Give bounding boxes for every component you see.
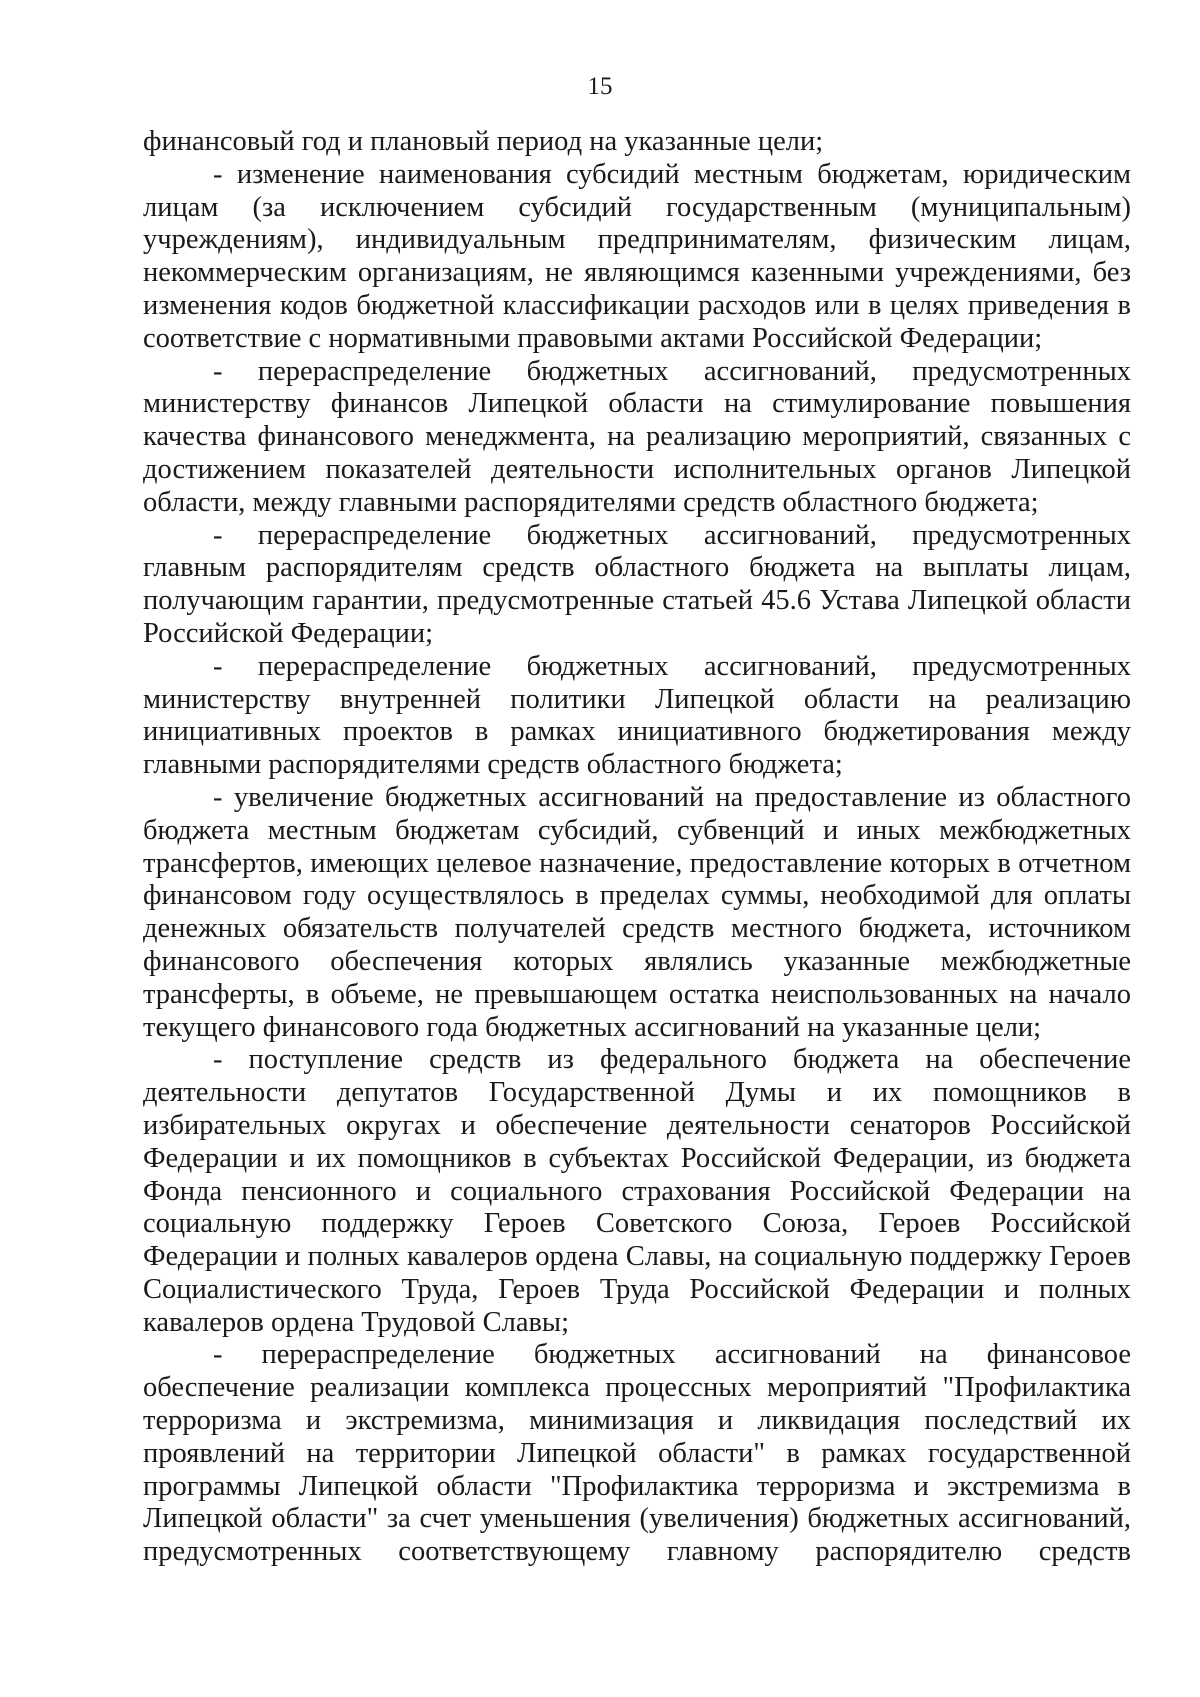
text-line: денежных обязательств получателей средств местного бюджета, источником (143, 913, 1131, 945)
text-line: изменения кодов бюджетной классификации расходов или в целях приведения в (143, 289, 1131, 321)
page-number: 15 (587, 73, 613, 100)
text-line: получающим гарантии, предусмотренные статьей 45.6 Устава Липецкой области (143, 585, 1131, 617)
text-line: - поступление средств из федерального бюджета на обеспечение (213, 1044, 1131, 1076)
text-line: министерству финансов Липецкой области на стимулирование повышения (143, 388, 1131, 420)
text-line: проявлений на территории Липецкой области" в рамках государственной (143, 1437, 1131, 1469)
text-line: - перераспределение бюджетных ассигнований, предусмотренных (213, 650, 1131, 682)
text-line: лицам (за исключением субсидий государственным (муниципальным) (143, 191, 1131, 223)
text-line: достижением показателей деятельности исполнительных органов Липецкой (143, 453, 1131, 485)
text-line: текущего финансового года бюджетных ассигнований на указанные цели; (143, 1011, 1042, 1043)
text-line: трансфертов, имеющих целевое назначение, предоставление которых в отчетном (143, 847, 1131, 879)
text-line: - перераспределение бюджетных ассигнований, предусмотренных (213, 355, 1131, 387)
text-line: социальную поддержку Героев Советского Союза, Героев Российской (143, 1208, 1131, 1240)
text-line: программы Липецкой области "Профилактика терроризма и экстремизма в (143, 1470, 1131, 1502)
text-line: предусмотренных соответствующему главному распорядителю средств (143, 1536, 1131, 1568)
text-line: Федерации и полных кавалеров ордена Славы, на социальную поддержку Героев (143, 1241, 1131, 1273)
text-line: министерству внутренней политики Липецкой области на реализацию (143, 683, 1131, 715)
text-line: некоммерческим организациям, не являющимся казенными учреждениями, без (143, 257, 1131, 289)
text-line: - изменение наименования субсидий местным бюджетам, юридическим (213, 158, 1131, 190)
text-line: соответствие с нормативными правовыми актами Российской Федерации; (143, 322, 1043, 354)
text-line: Фонда пенсионного и социального страхования Российской Федерации на (143, 1175, 1131, 1207)
text-line: кавалеров ордена Трудовой Славы; (143, 1306, 569, 1338)
text-line: Федерации и их помощников в субъектах Российской Федерации, из бюджета (143, 1142, 1131, 1174)
text-line: терроризма и экстремизма, минимизация и ликвидация последствий их (143, 1405, 1131, 1437)
text-line: главными распорядителями средств областного бюджета; (143, 749, 843, 781)
text-line: - увеличение бюджетных ассигнований на предоставление из областного (213, 781, 1131, 813)
document-body (143, 126, 1131, 1569)
text-line: трансферты, в объеме, не превышающем остатка неиспользованных на начало (143, 978, 1131, 1010)
text-line: качества финансового менеджмента, на реализацию мероприятий, связанных с (143, 421, 1131, 453)
text-line: Липецкой области" за счет уменьшения (увеличения) бюджетных ассигнований, (143, 1503, 1131, 1535)
text-line: - перераспределение бюджетных ассигнований, предусмотренных (213, 519, 1131, 551)
text-line: учреждениям), индивидуальным предпринимателям, физическим лицам, (143, 224, 1131, 256)
text-line: финансового обеспечения которых являлись указанные межбюджетные (143, 945, 1131, 977)
text-line: обеспечение реализации комплекса процессных мероприятий "Профилактика (143, 1372, 1131, 1404)
text-line: инициативных проектов в рамках инициативного бюджетирования между (143, 716, 1131, 748)
text-line: деятельности депутатов Государственной Думы и их помощников в (143, 1077, 1131, 1109)
text-line: Социалистического Труда, Героев Труда Российской Федерации и полных (143, 1273, 1131, 1305)
text-line: области, между главными распорядителями средств областного бюджета; (143, 486, 1039, 518)
text-line: избирательных округах и обеспечение деятельности сенаторов Российской (143, 1109, 1131, 1141)
text-line: - перераспределение бюджетных ассигнований на финансовое (213, 1339, 1131, 1371)
text-line: Российской Федерации; (143, 617, 434, 649)
text-line: главным распорядителям средств областного бюджета на выплаты лицам, (143, 552, 1131, 584)
text-line: финансовом году осуществлялось в пределах суммы, необходимой для оплаты (143, 880, 1131, 912)
text-line: финансовый год и плановый период на указанные цели; (143, 126, 824, 157)
text-line: бюджета местным бюджетам субсидий, субвенций и иных межбюджетных (143, 814, 1131, 846)
